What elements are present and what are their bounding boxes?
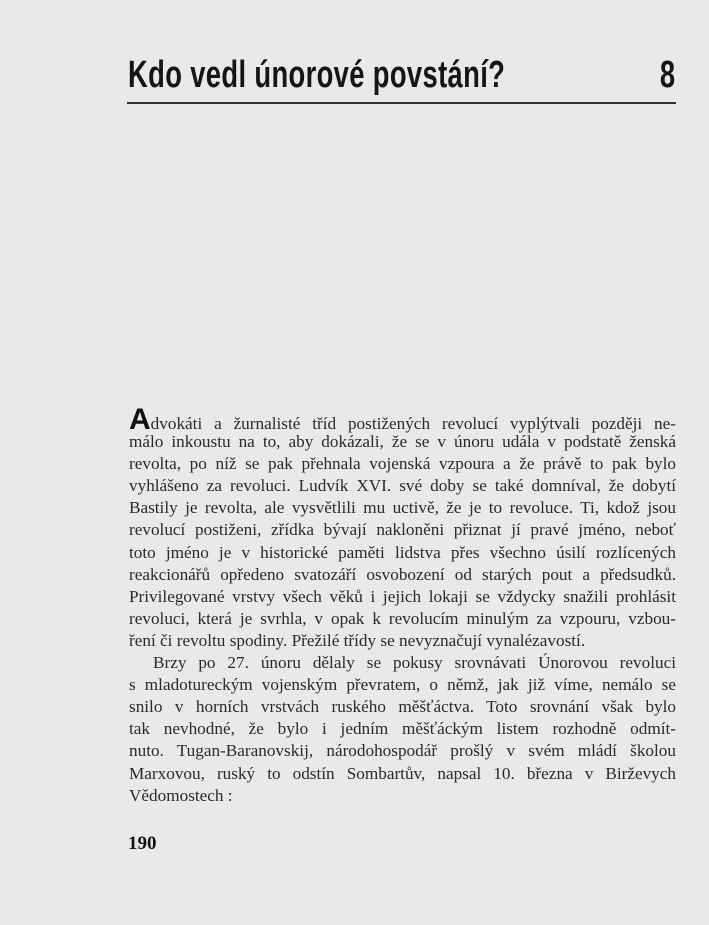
chapter-title: Kdo vedl únorové povstání? bbox=[128, 54, 506, 96]
chapter-number: 8 bbox=[659, 54, 675, 96]
text-line: Privilegované vrstvy všech věků i jejich lokaji se vždycky snažili prohlásit bbox=[129, 586, 676, 606]
text-line: Vědomostech : bbox=[129, 785, 233, 805]
header-rule bbox=[127, 102, 676, 104]
text-line: reakcionářů opředeno svatozáří osvobození od starých pout a předsudků. bbox=[129, 564, 676, 584]
body-text bbox=[129, 403, 676, 807]
text-line: s mladotureckým vojenským převratem, o němž, jak již víme, nemálo se bbox=[129, 675, 676, 695]
text-line: nuto. Tugan-Baranovskij, národohospodář prošlý v svém mládí školou bbox=[129, 741, 676, 761]
text-line: tak nevhodné, že bylo i jedním měšťáckým listem rozhodně odmít- bbox=[129, 719, 676, 739]
text-line: revolucí postiženi, zřídka bývají nakloněni přiznat jí pravé jméno, neboť bbox=[129, 520, 676, 540]
text-line: ření či revoltu spodiny. Přežilé třídy se nevyznačují vynalézavostí. bbox=[129, 630, 586, 650]
text-line bbox=[129, 403, 676, 436]
page-number: 190 bbox=[128, 833, 157, 854]
text-line: toto jméno je v historické paměti lidstva přes všechno úsilí rozlícených bbox=[129, 542, 676, 562]
text-line: Brzy po 27. únoru dělaly se pokusy srovnávati Únorovou revoluci bbox=[153, 653, 676, 673]
text-line: málo inkoustu na to, aby dokázali, že se v únoru udála v podstatě ženská bbox=[129, 432, 676, 452]
text-line: revoluci, která je svrhla, v opak k revolucím minulým za vzpouru, vzbou- bbox=[129, 608, 676, 628]
text-line: Bastily je revolta, ale vysvětlili mu uctivě, že je to revoluce. Ti, kdož jsou bbox=[129, 498, 676, 518]
text-line: snilo v horních vrstvách ruského měšťáctva. Toto srovnání však bylo bbox=[129, 697, 676, 717]
text-line: revolta, po níž se pak přehnala vojenská vzpoura a že právě to pak bylo bbox=[129, 454, 676, 474]
drop-cap: A bbox=[129, 403, 151, 436]
text-line: vyhlášeno za revoluci. Ludvík XVI. své doby se také domníval, že dobytí bbox=[129, 476, 676, 496]
line-text: dvokáti a žurnalisté tříd postižených revolucí vyplýtvali později ne- bbox=[150, 414, 676, 433]
text-line: Marxovou, ruský to odstín Sombartův, napsal 10. března v Birževych bbox=[129, 763, 676, 783]
